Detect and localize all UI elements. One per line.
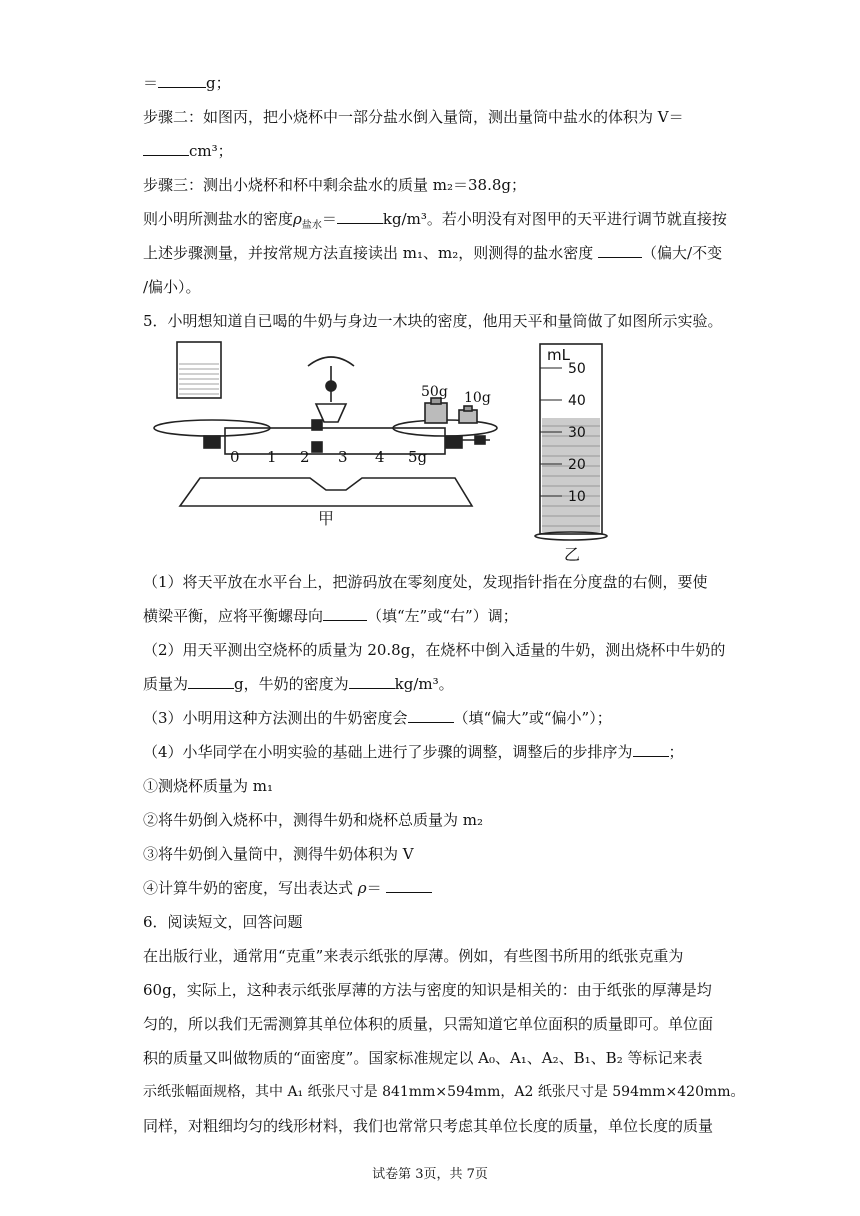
unit-text: g； <box>206 74 231 92</box>
caption-yi: 乙 <box>564 545 581 564</box>
step-4 <box>143 878 432 898</box>
text-line-5 <box>143 209 727 229</box>
paragraph-line: 示纸张幅面规格，其中 A₁ 纸张尺寸是 841mm×594mm，A2 纸张尺寸是 594mm×420mm。 <box>143 1084 745 1100</box>
text-line-3 <box>143 141 233 161</box>
weight-50g <box>425 403 447 423</box>
cylinder-tick-label: 40 <box>568 393 586 409</box>
text-segment: （填“偏大”或“偏小”）； <box>453 709 612 727</box>
cylinder-tick-label: 10 <box>568 489 586 505</box>
cylinder-tick-label: 20 <box>568 457 586 473</box>
text-segment: ； <box>668 743 684 761</box>
caption-jia: 甲 <box>318 509 335 528</box>
unit-text: cm³； <box>189 142 233 160</box>
cylinder-tick-label: 50 <box>568 361 586 377</box>
step-1: ①测烧杯质量为 m₁ <box>143 777 274 795</box>
paragraph-line: 同样，对粗细均匀的线形材料，我们也常常只考虑其单位长度的质量，单位长度的质量 <box>143 1117 714 1135</box>
text-line-13 <box>143 708 612 728</box>
rho-symbol: ρ <box>293 210 302 228</box>
rho-symbol: ρ <box>357 879 367 897</box>
balance-and-cylinder-figure <box>150 336 620 566</box>
answer-blank[interactable] <box>323 606 367 621</box>
step-2: ②将牛奶倒入烧杯中，测得牛奶和烧杯总质量为 m₂ <box>143 811 484 829</box>
equals-sign: ＝ <box>366 879 387 897</box>
question-5-title: 5．小明想知道自已喝的牛奶与身边一木块的密度，他用天平和量筒做了如图所示实验。 <box>143 312 723 330</box>
answer-blank[interactable] <box>386 878 432 893</box>
paragraph-line: 匀的，所以我们无需测算其单位体积的质量，只需知道它单位面积的质量即可。单位面 <box>143 1015 714 1033</box>
cylinder-tick-label: 30 <box>568 425 586 441</box>
text-line-1 <box>143 73 231 93</box>
answer-blank[interactable] <box>337 209 383 224</box>
cylinder-unit-label: mL <box>547 346 570 364</box>
text-line-4: 步骤三：测出小烧杯和杯中剩余盐水的质量 m₂＝38.8g； <box>143 176 527 194</box>
paragraph-line: 积的质量又叫做物质的“面密度”。国家标准规定以 A₀、A₁、A₂、B₁、B₂ 等标记来表 <box>143 1049 703 1067</box>
beaker <box>177 342 221 398</box>
text-segment: 横梁平衡，应将平衡螺母向 <box>143 607 324 625</box>
answer-blank[interactable] <box>158 73 206 88</box>
answer-blank[interactable] <box>143 141 189 156</box>
balance-base <box>180 478 472 506</box>
answer-blank[interactable] <box>188 674 234 689</box>
text-segment: ④计算牛奶的密度，写出表达式 <box>143 879 358 897</box>
rho-subscript: 盐水 <box>301 220 322 231</box>
text-segment: （3）小明用这种方法测出的牛奶密度会 <box>143 709 408 727</box>
equals-sign: ＝ <box>143 74 159 92</box>
weight-label-50g: 50g <box>421 384 448 400</box>
paragraph-line: 60g，实际上，这种表示纸张厚薄的方法与密度的知识是相关的：由于纸张的厚薄是均 <box>143 981 712 999</box>
text-segment: g，牛奶的密度为 <box>234 675 349 693</box>
text-segment: kg/m³。 <box>394 675 454 693</box>
paragraph-line: 在出版行业，通常用“克重”来表示纸张的厚薄。例如，有些图书所用的纸张克重为 <box>143 947 684 965</box>
answer-blank[interactable] <box>349 674 395 689</box>
text-line-10 <box>143 606 518 626</box>
text-segment: （1）将天平放在水平台上，把游码放在零刻度处，发现指针指在分度盘的右侧，要使 <box>143 573 708 591</box>
text-segment: kg/m³。若小明没有对图甲的天平进行调节就直接按 <box>382 210 727 228</box>
text-line-6 <box>143 243 722 263</box>
text-segment: 上述步骤测量，并按常规方法直接读出 m₁、m₂，则测得的盐水密度 <box>143 244 599 262</box>
balance-figure <box>154 342 497 528</box>
pointer-scale <box>308 357 354 366</box>
beam-tick-label: 0 <box>230 448 240 466</box>
page-footer: 试卷第 3页，共 7页 <box>372 1167 488 1182</box>
equals-sign: ＝ <box>321 210 337 228</box>
beam-tick-labels <box>230 448 428 466</box>
text-line-2: 步骤二：如图丙，把小烧杯中一部分盐水倒入量筒，测出量筒中盐水的体积为 V＝ <box>143 108 684 126</box>
beam-tick-label: 2 <box>300 448 310 466</box>
text-segment: （填“左”或“右”）调； <box>367 607 518 625</box>
beam-tick-label: 3 <box>338 448 348 466</box>
text-line-7: /偏小）。 <box>143 278 201 296</box>
answer-blank[interactable] <box>598 243 642 258</box>
text-line-14 <box>143 742 684 762</box>
beam-tick-label: 4 <box>375 448 385 466</box>
question-6-title: 6．阅读短文，回答问题 <box>143 913 303 931</box>
text-segment: 质量为 <box>143 675 189 693</box>
text-segment: （4）小华同学在小明实验的基础上进行了步骤的调整，调整后的步排序为 <box>143 743 633 761</box>
weight-10g <box>459 410 477 423</box>
text-segment: 则小明所测盐水的密度 <box>143 210 294 228</box>
text-segment: （偏大/不变 <box>642 244 723 262</box>
text-line-12 <box>143 674 454 694</box>
text-line-9 <box>143 572 708 592</box>
step-3: ③将牛奶倒入量筒中，测得牛奶体积为 V <box>143 845 414 863</box>
answer-blank[interactable] <box>408 708 454 723</box>
weight-label-10g: 10g <box>464 390 491 406</box>
beam-tick-label: 1 <box>267 448 277 466</box>
text-line-11: （2）用天平测出空烧杯的质量为 20.8g，在烧杯中倒入适量的牛奶，测出烧杯中牛奶的 <box>143 641 726 659</box>
beam-tick-label: 5g <box>408 448 428 466</box>
answer-blank[interactable] <box>633 742 669 757</box>
